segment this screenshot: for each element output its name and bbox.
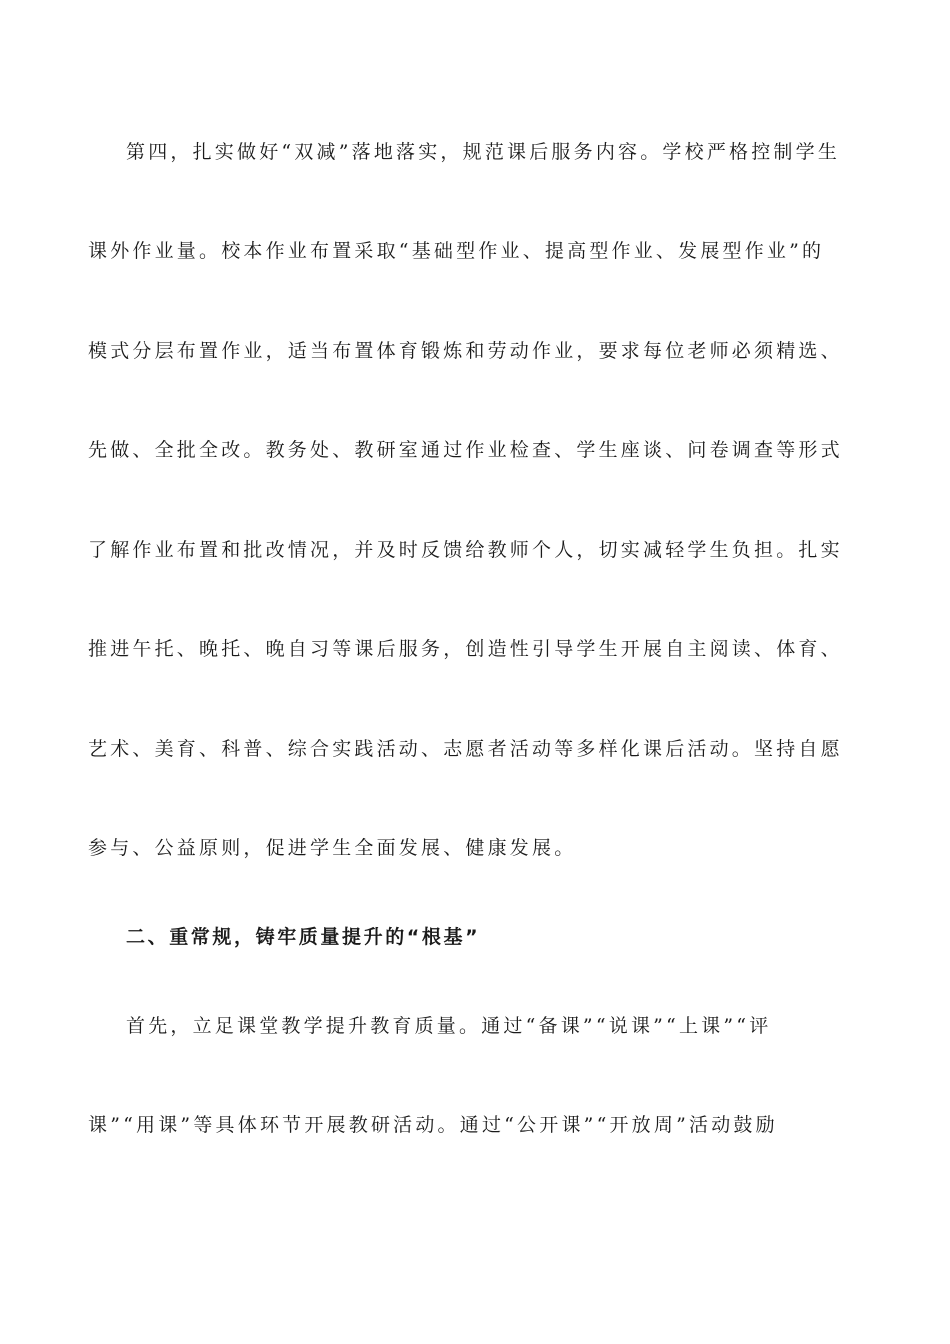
paragraph-line: 推进午托、晚托、晚自习等课后服务，创造性引导学生开展自主阅读、体育、 [88,638,843,660]
paragraph-line: 了解作业布置和批改情况，并及时反馈给教师个人，切实减轻学生负担。扎实 [88,539,843,561]
section-heading: 二、重常规，铸牢质量提升的“根基” [126,926,481,948]
paragraph-line: 模式分层布置作业，适当布置体育锻炼和劳动作业，要求每位老师必须精选、 [88,340,843,362]
paragraph-line: 第四，扎实做好“双减”落地落实，规范课后服务内容。学校严格控制学生 [126,141,841,163]
paragraph-line: 参与、公益原则，促进学生全面发展、健康发展。 [88,837,577,859]
paragraph-line: 艺术、美育、科普、综合实践活动、志愿者活动等多样化课后活动。坚持自愿 [88,738,843,760]
paragraph-line: 课”“用课”等具体环节开展教研活动。通过“公开课”“开放周”活动鼓励 [88,1114,778,1136]
paragraph-line: 首先，立足课堂教学提升教育质量。通过“备课”“说课”“上课”“评 [126,1015,772,1037]
paragraph-line: 先做、全批全改。教务处、教研室通过作业检查、学生座谈、问卷调查等形式 [88,439,843,461]
paragraph-line: 课外作业量。校本作业布置采取“基础型作业、提高型作业、发展型作业”的 [88,240,825,262]
